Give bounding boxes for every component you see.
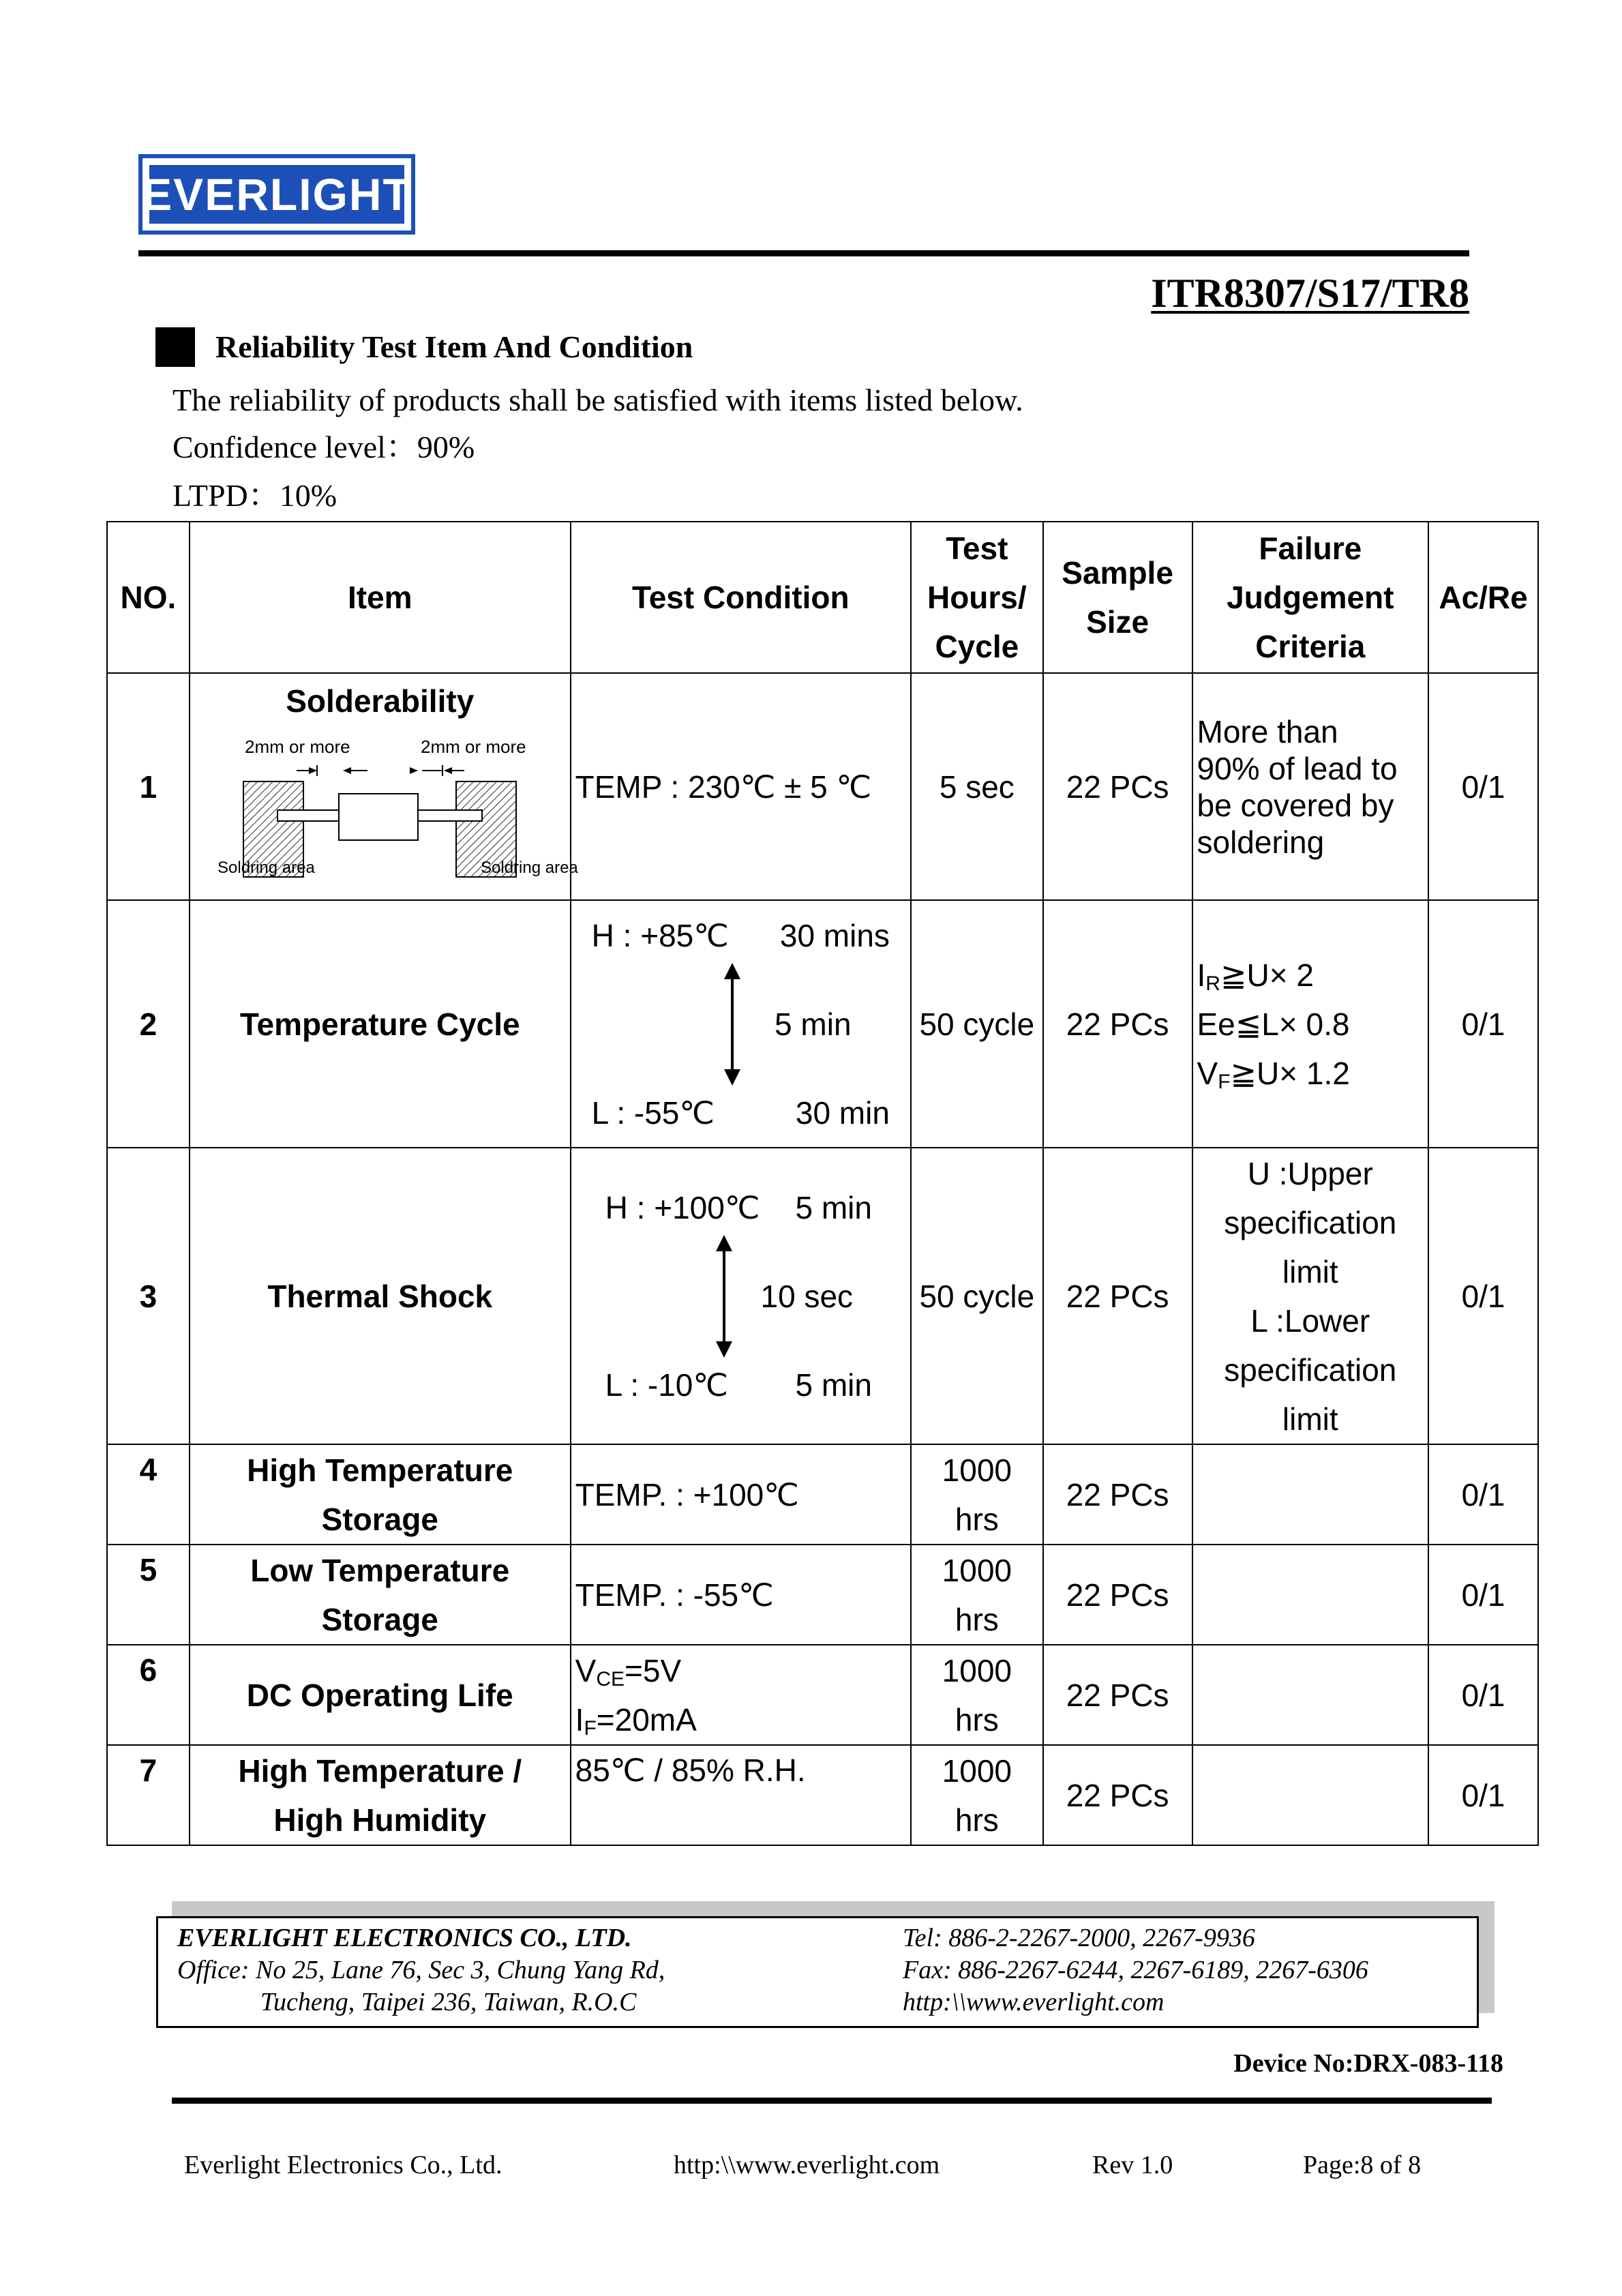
header-hours: Test Hours/ Cycle bbox=[911, 522, 1043, 673]
address-box bbox=[156, 1916, 1479, 2028]
row-hours: 1000 hrs bbox=[911, 1545, 1043, 1645]
header-sample: Sample Size bbox=[1043, 522, 1192, 673]
device-number: Device No:DRX-083-118 bbox=[1233, 2049, 1503, 2078]
row-acre: 0/1 bbox=[1428, 1545, 1538, 1645]
row-criteria: $I_R≧U\times 2$ Ee≦L× 0.8 $V_F≧U\times 1.2$ bbox=[1192, 900, 1429, 1148]
header-no: NO. bbox=[107, 522, 190, 673]
row-sample: 22 PCs bbox=[1043, 900, 1192, 1148]
row-hours: 1000 hrs bbox=[911, 1444, 1043, 1545]
double-arrow-icon bbox=[712, 956, 753, 1092]
row-item: Temperature Cycle bbox=[190, 900, 571, 1148]
table-row bbox=[107, 1444, 1538, 1545]
row-hours: 50 cycle bbox=[911, 900, 1043, 1148]
row-hours: 50 cycle bbox=[911, 1148, 1043, 1444]
intro-text: The reliability of products shall be satisfied with items listed below. bbox=[172, 383, 1023, 417]
row-criteria bbox=[1192, 1745, 1429, 1845]
row-condition: TEMP. : -55℃ bbox=[571, 1545, 911, 1645]
double-arrow-icon bbox=[704, 1228, 745, 1365]
row-sample: 22 PCs bbox=[1043, 1545, 1192, 1645]
row-no: 6 bbox=[107, 1645, 190, 1745]
row-no: 5 bbox=[107, 1545, 190, 1645]
everlight-logo bbox=[138, 154, 415, 235]
row-acre: 0/1 bbox=[1428, 1148, 1538, 1444]
row-criteria: U :Upper specification limit L :Lower specification limit bbox=[1192, 1148, 1429, 1444]
table-row bbox=[107, 673, 1538, 900]
footer-company: Everlight Electronics Co., Ltd. bbox=[184, 2151, 502, 2179]
row-hours: 1000 hrs bbox=[911, 1645, 1043, 1745]
table-header-row bbox=[107, 522, 1538, 673]
row-acre: 0/1 bbox=[1428, 1645, 1538, 1745]
header-condition: Test Condition bbox=[571, 522, 911, 673]
row-sample: 22 PCs bbox=[1043, 1148, 1192, 1444]
lead-label-right: 2mm or more bbox=[421, 736, 526, 757]
header-item: Item bbox=[190, 522, 571, 673]
row-condition: TEMP. : +100℃ bbox=[571, 1444, 911, 1545]
row-condition: TEMP : 230℃ ± 5 ℃ bbox=[571, 673, 911, 900]
row-acre: 0/1 bbox=[1428, 900, 1538, 1148]
row-item: Thermal Shock bbox=[190, 1148, 571, 1444]
row-criteria bbox=[1192, 1645, 1429, 1745]
row-sample: 22 PCs bbox=[1043, 1645, 1192, 1745]
header-failure: Failure Judgement Criteria bbox=[1192, 522, 1429, 673]
row-no: 1 bbox=[107, 673, 190, 900]
logo-text: EVERLIGHT bbox=[149, 165, 404, 224]
solder-diagram bbox=[202, 728, 578, 885]
table-row bbox=[107, 1545, 1538, 1645]
company-name: EVERLIGHT ELECTRONICS CO., LTD. bbox=[177, 1924, 632, 1952]
row-condition: $V_{CE}=5V$ $I_F=20mA$ bbox=[571, 1645, 911, 1745]
table-row bbox=[107, 1745, 1538, 1845]
lead-label-left: 2mm or more bbox=[245, 736, 350, 757]
office-line-2: Tucheng, Taipei 236, Taiwan, R.O.C bbox=[260, 1988, 637, 2016]
row-criteria bbox=[1192, 1545, 1429, 1645]
footer-website: http:\\www.everlight.com bbox=[674, 2151, 940, 2179]
row-sample: 22 PCs bbox=[1043, 1444, 1192, 1545]
model-number: ITR8307/S17/TR8 bbox=[1151, 271, 1469, 316]
row-condition: H : +85℃ 30 mins 5 min L : -55℃ 30 min bbox=[571, 900, 911, 1148]
row-hours: 1000 hrs bbox=[911, 1745, 1043, 1845]
header-rule bbox=[138, 250, 1469, 256]
row-acre: 0/1 bbox=[1428, 673, 1538, 900]
row-condition: 85℃ / 85% R.H. bbox=[571, 1745, 911, 1845]
confidence-level: Confidence level：90% bbox=[172, 430, 475, 464]
row-no: 4 bbox=[107, 1444, 190, 1545]
solder-area-left: Soldring area bbox=[217, 859, 315, 877]
header-acre: Ac/Re bbox=[1428, 522, 1538, 673]
solder-area-right: Soldring area bbox=[481, 859, 578, 877]
row-item: High Temperature / High Humidity bbox=[190, 1745, 571, 1845]
ltpd: LTPD：10% bbox=[172, 478, 337, 513]
office-line-1: Office: No 25, Lane 76, Sec 3, Chung Yang Rd, bbox=[177, 1956, 665, 1984]
website: http:\\www.everlight.com bbox=[903, 1988, 1165, 2016]
row-no: 2 bbox=[107, 900, 190, 1148]
row-criteria bbox=[1192, 1444, 1429, 1545]
table-row bbox=[107, 900, 1538, 1148]
reliability-table bbox=[106, 521, 1539, 1846]
row-no: 7 bbox=[107, 1745, 190, 1845]
footer-rev: Rev 1.0 bbox=[1092, 2151, 1173, 2179]
row-sample: 22 PCs bbox=[1043, 673, 1192, 900]
row-no: 3 bbox=[107, 1148, 190, 1444]
table-row bbox=[107, 1148, 1538, 1444]
row-acre: 0/1 bbox=[1428, 1444, 1538, 1545]
row-item: High Temperature Storage bbox=[190, 1444, 571, 1545]
tel: Tel: 886-2-2267-2000, 2267-9936 bbox=[903, 1924, 1255, 1952]
row-criteria: More than 90% of lead to be covered by soldering bbox=[1192, 673, 1429, 900]
row-item: Solderability 2mm or more 2mm or more Soldring area Soldring area bbox=[190, 673, 571, 900]
table-row bbox=[107, 1645, 1538, 1745]
row-condition: H : +100℃ 5 min 10 sec L : -10℃ 5 min bbox=[571, 1148, 911, 1444]
section-title: Reliability Test Item And Condition bbox=[215, 329, 693, 364]
row-item: Low Temperature Storage bbox=[190, 1545, 571, 1645]
row-acre: 0/1 bbox=[1428, 1745, 1538, 1845]
row-sample: 22 PCs bbox=[1043, 1745, 1192, 1845]
fax: Fax: 886-2267-6244, 2267-6189, 2267-6306 bbox=[903, 1956, 1368, 1984]
footer-rule bbox=[172, 2098, 1492, 2104]
footer-page: Page:8 of 8 bbox=[1303, 2151, 1422, 2179]
row-hours: 5 sec bbox=[911, 673, 1043, 900]
row-item: DC Operating Life bbox=[190, 1645, 571, 1745]
section-bullet-icon bbox=[155, 327, 195, 367]
